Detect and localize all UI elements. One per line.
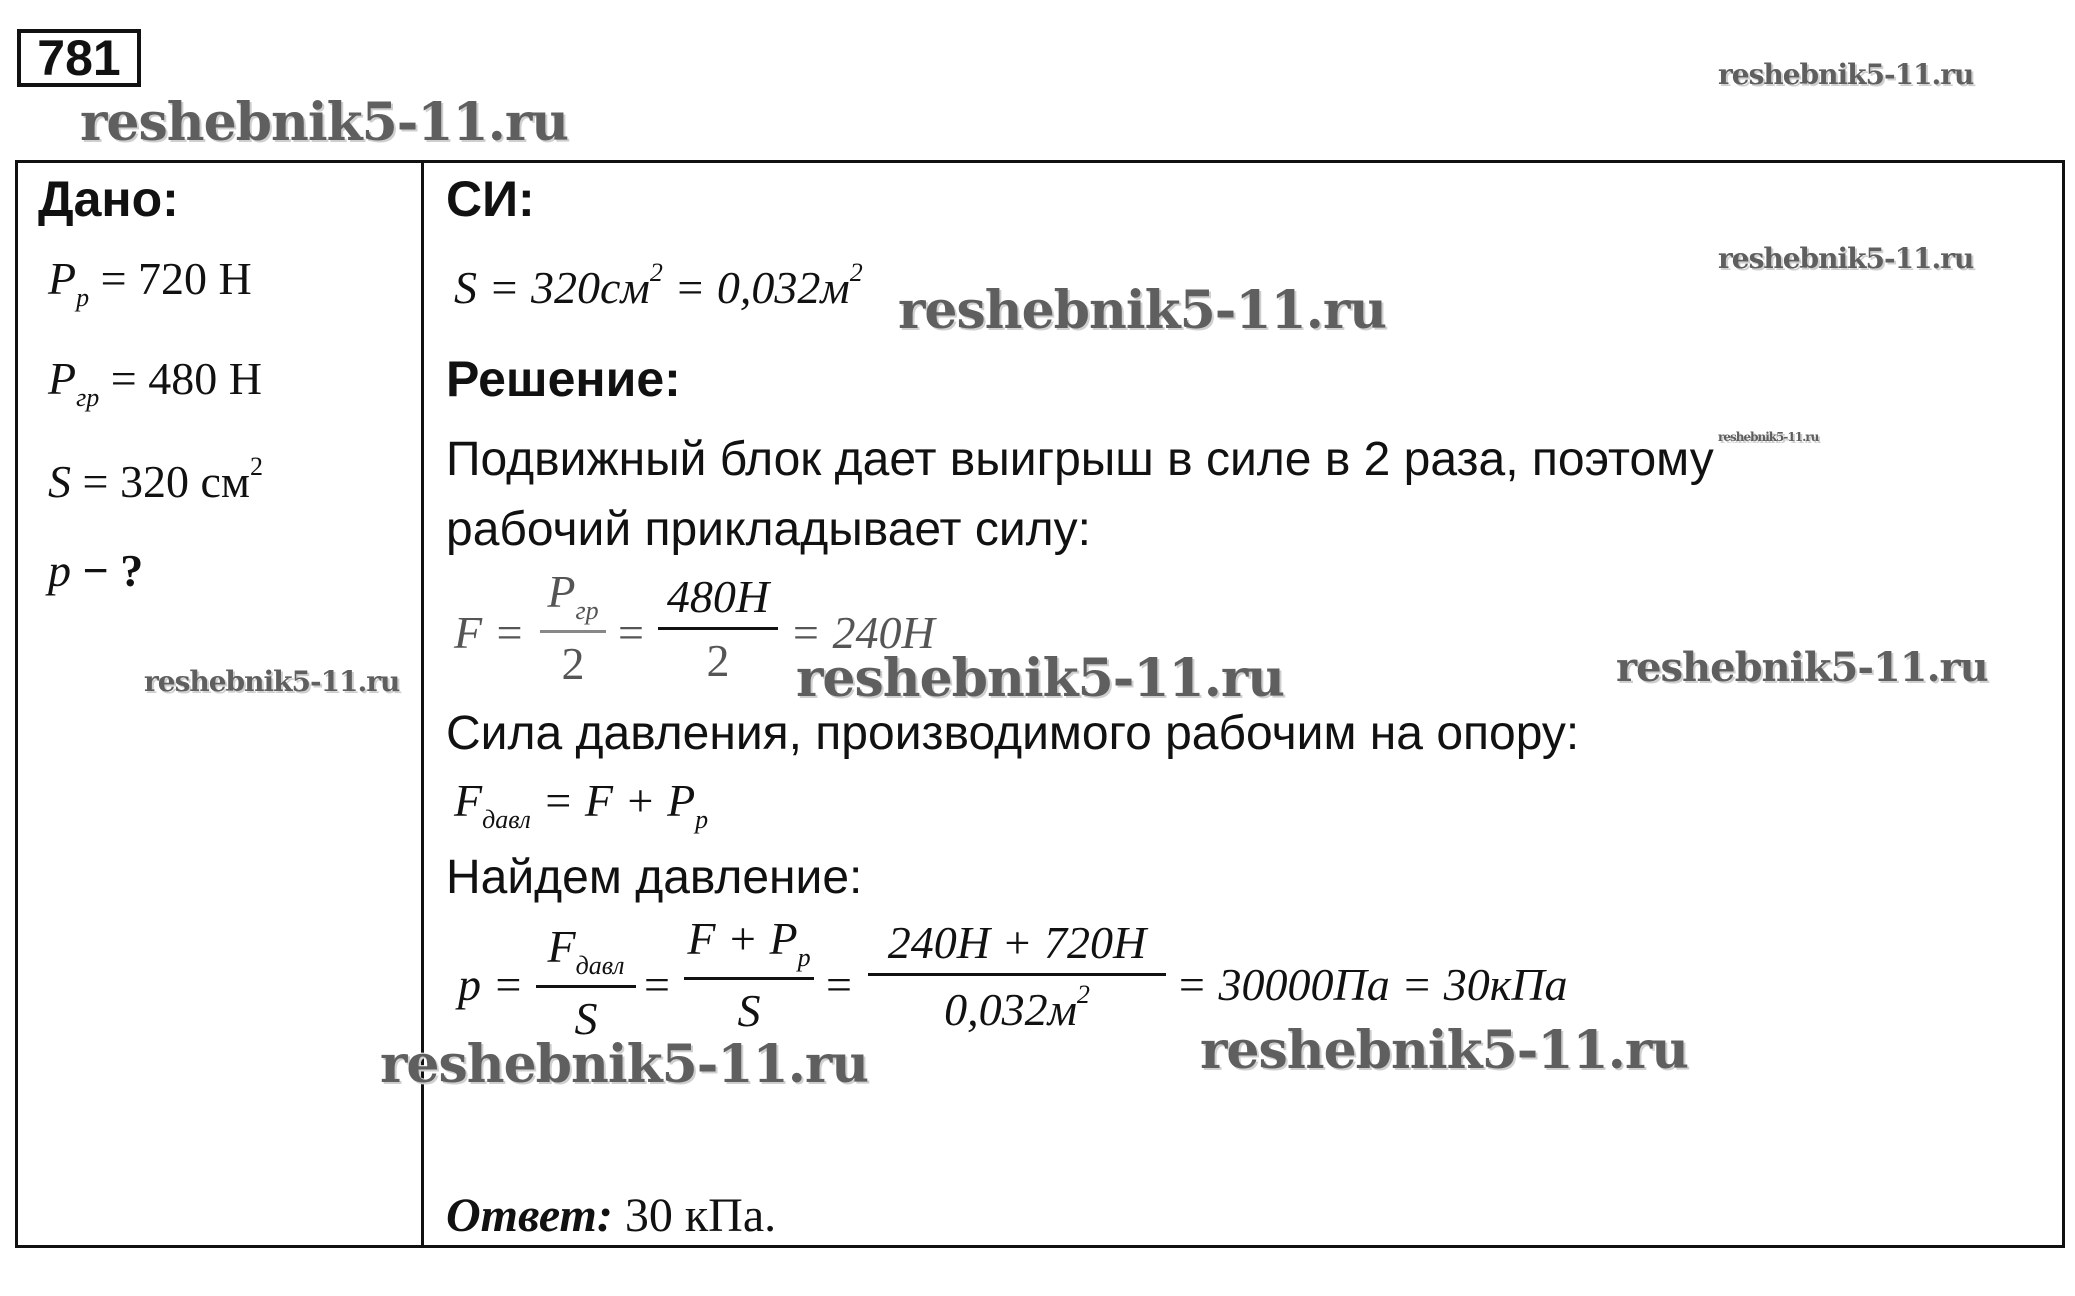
eq2-lhs-sym: F	[454, 775, 483, 826]
eq3-frac3-den-sup: 2	[1076, 980, 1090, 1009]
given-item-unknown	[48, 544, 143, 597]
eq3-frac1-num	[536, 920, 636, 981]
watermark-left-mid: reshebnik5-11.ru	[144, 665, 400, 698]
given-s-sup: 2	[249, 452, 263, 481]
answer	[446, 1188, 776, 1243]
eq3-frac1-bar	[536, 985, 636, 988]
given-s-sym: S	[48, 456, 71, 507]
eq2-rhs-sub: р	[695, 805, 709, 834]
given-s-value: = 320 см	[71, 456, 250, 507]
eq3-frac3-num: 240H + 720H	[887, 917, 1147, 968]
watermark-lower-right: reshebnik5-11.ru	[1200, 1020, 1689, 1081]
si-right: = 0,032м	[662, 262, 850, 313]
eq1-frac1	[540, 565, 606, 690]
given-item-pgr	[48, 352, 262, 413]
eq2-rhs: = F + P	[530, 775, 696, 826]
eq3-eq-b: =	[826, 959, 852, 1010]
eq1-eq: =	[618, 607, 644, 658]
given-item-s	[48, 452, 263, 508]
eq1-frac1-num-sym: P	[547, 566, 576, 617]
eq3-frac2-num	[684, 912, 814, 973]
si-left: S = 320см	[454, 262, 650, 313]
eq1-frac2-den: 2	[706, 635, 730, 686]
watermark-right-2: reshebnik5-11.ru	[1616, 644, 1988, 691]
eq3-frac1-num-sym: F	[547, 921, 576, 972]
given-pgr-sub: гр	[76, 383, 100, 412]
eq1-lhs: F =	[454, 607, 525, 658]
eq3-frac3-den-text: 0,032м	[944, 984, 1077, 1035]
problem-number: 781	[17, 29, 141, 87]
solution-para3: Найдем давление:	[446, 851, 863, 904]
given-unknown-rest: − ?	[71, 545, 144, 596]
watermark-right-1: reshebnik5-11.ru	[1718, 242, 1974, 275]
eq1-frac1-num-sub: гр	[575, 596, 599, 625]
given-item-pr	[48, 252, 252, 313]
eq3-frac1-num-sub: давл	[575, 951, 625, 980]
eq2	[454, 774, 708, 835]
eq3-frac1-den: S	[574, 993, 598, 1044]
si-conversion	[454, 258, 863, 314]
eq3-frac2	[684, 912, 814, 1037]
eq1-frac2-bar	[658, 627, 778, 630]
eq1-frac1-bar	[540, 630, 606, 633]
eq1-result: = 240H	[790, 607, 935, 658]
si-sup1: 2	[649, 258, 663, 287]
given-unknown-sym: p	[48, 545, 71, 596]
eq2-lhs-sub: давл	[482, 805, 531, 834]
solution-para2: Сила давления, производимого рабочим на опору:	[446, 707, 1580, 760]
eq3-lhs: p =	[458, 959, 524, 1010]
eq3-frac3	[868, 916, 1166, 1036]
given-pr-value: = 720 Н	[89, 253, 252, 304]
eq3-frac3-den	[868, 980, 1166, 1036]
eq3-frac3-bar	[868, 973, 1166, 976]
given-pgr-sym: P	[48, 353, 77, 404]
eq3-result: = 30000Па = 30кПа	[1176, 959, 1568, 1010]
eq1-frac2	[658, 570, 778, 687]
watermark-right-tiny: reshebnik5-11.ru	[1718, 430, 1819, 444]
solution-para1-line2: рабочий прикладывает силу:	[446, 503, 1091, 556]
watermark-top-left: reshebnik5-11.ru	[80, 92, 569, 153]
watermark-lower-left: reshebnik5-11.ru	[380, 1034, 869, 1095]
answer-label: Ответ:	[446, 1189, 613, 1242]
given-heading: Дано:	[38, 171, 179, 227]
watermark-top-right: reshebnik5-11.ru	[1718, 58, 1974, 91]
eq3-frac2-den: S	[737, 985, 761, 1036]
solution-para1-line1: Подвижный блок дает выигрыш в силе в 2 раза, поэтому	[446, 433, 1714, 486]
eq1-frac2-num: 480H	[666, 571, 770, 622]
eq1-frac1-den: 2	[561, 638, 585, 689]
eq3-frac2-num-sub: р	[797, 943, 811, 972]
eq1-frac1-num	[540, 565, 606, 626]
watermark-si: reshebnik5-11.ru	[898, 280, 1387, 341]
si-heading: СИ:	[446, 171, 535, 227]
answer-value: 30 кПа.	[612, 1189, 777, 1242]
eq3-frac1	[536, 920, 636, 1045]
eq3-eq-a: =	[644, 959, 670, 1010]
eq3-frac2-num-text: F + P	[687, 913, 798, 964]
solution-heading: Решение:	[446, 351, 681, 407]
eq3-frac2-bar	[684, 977, 814, 980]
given-pgr-value: = 480 Н	[99, 353, 262, 404]
given-pr-sym: P	[48, 253, 77, 304]
si-sup2: 2	[849, 258, 863, 287]
given-pr-sub: р	[76, 283, 90, 312]
watermark-center: reshebnik5-11.ru	[796, 648, 1285, 709]
